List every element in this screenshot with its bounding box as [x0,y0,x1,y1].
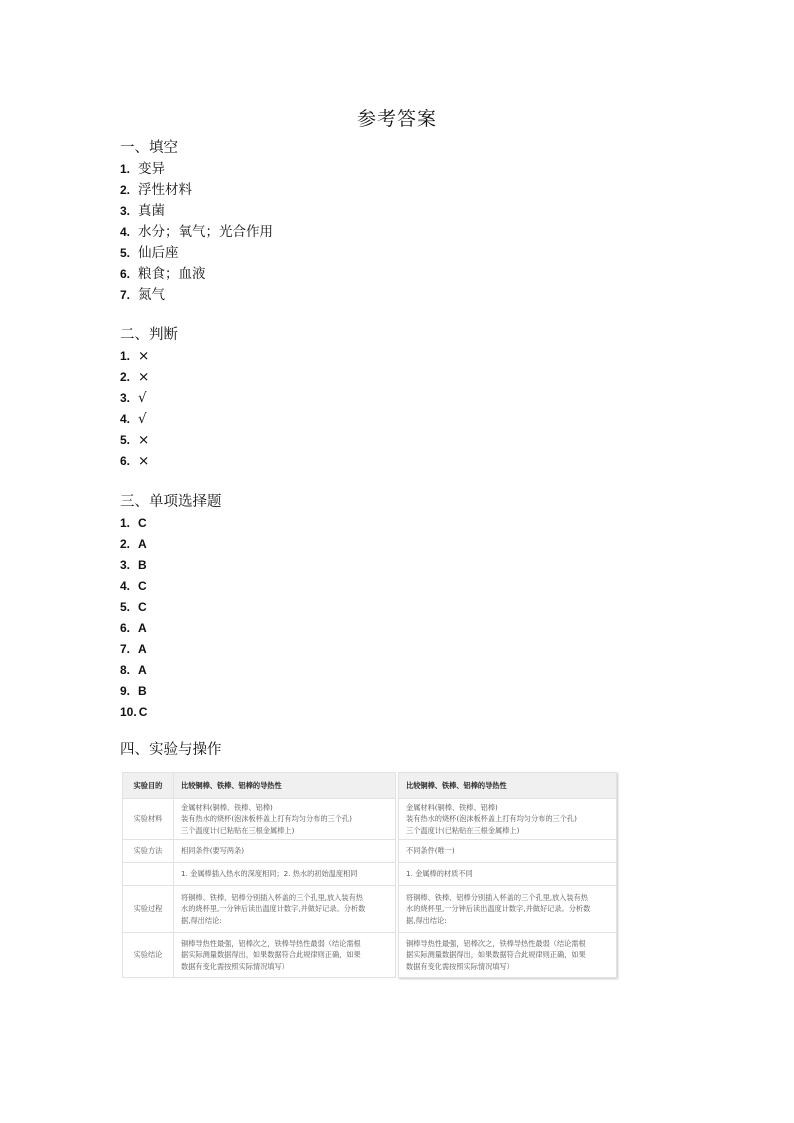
item-answer: √ [138,390,147,406]
section-heading: 三、单项选择题 [120,494,222,510]
table-header-value: 比较铜棒、铁棒、铝棒的导热性 [399,773,617,799]
item-answer: A [138,663,147,677]
section-heading: 一、填空 [120,140,178,156]
answer-item [120,180,273,201]
item-answer: C [138,516,147,530]
item-number: 6. [120,621,131,635]
answer-item [120,618,222,639]
answer-item [120,264,273,285]
item-answer: 仙后座 [138,245,179,261]
content-line: 将铜棒、铁棒、铝棒分别插入杯盖的三个孔里,放入装有热 [181,892,363,902]
item-number: 5. [120,600,131,614]
content-line: 金属材料(铜棒、铁棒、铝棒) [181,802,273,812]
row-content [399,863,617,886]
answer-item [120,597,222,618]
item-answer: 水分；氧气；光合作用 [138,224,273,240]
item-answer: A [138,537,147,551]
page-title: 参考答案 [356,108,437,130]
item-answer: 粮食；血液 [138,266,206,282]
answer-item [120,430,178,451]
content-line: 装有热水的烧杯(泡沫板杯盖上打有均匀分布的三个孔) [181,814,352,824]
item-number: 2. [120,537,131,551]
content-line: 相同条件(要写两条) [181,846,245,856]
content-line: 三个温度计(已粘贴在三根金属棒上) [406,825,520,835]
experiment-table-right [398,772,617,978]
row-content [174,933,396,978]
item-answer: × [138,432,150,448]
item-answer: × [138,348,150,364]
item-answer: A [138,642,147,656]
table-header-value: 比较铜棒、铁棒、铝棒的导热性 [174,773,396,799]
content-line: 金属材料(铜棒、铁棒、铝棒) [406,802,498,812]
experiment-tables [122,772,617,984]
content-line: 数据有变化需按照实际情况填写） [406,961,514,971]
item-answer: B [138,684,147,698]
item-number: 1. [120,162,131,176]
item-answer: × [138,369,150,385]
answer-item [120,159,273,180]
answer-item [120,451,178,472]
item-number: 1. [120,516,131,530]
item-number: 3. [120,391,131,405]
item-number: 3. [120,558,131,572]
item-answer: √ [138,411,147,427]
fill-in-section [120,138,273,306]
item-number: 4. [120,412,131,426]
answer-item [120,243,273,264]
item-answer: × [138,453,150,469]
item-answer: C [138,600,147,614]
row-label: 实验过程 [123,886,174,933]
answer-item [120,388,178,409]
item-number: 3. [120,204,131,218]
row-content [174,840,396,863]
item-number: 4. [120,579,131,593]
answer-item [120,681,222,702]
item-answer: A [138,621,147,635]
answer-item [120,660,222,681]
row-label [123,863,174,886]
content-line: 将铜棒、铁棒、铝棒分别插入杯盖的三个孔里,放入装有热 [406,892,588,902]
content-line: 铜棒导热性最强，铝棒次之，铁棒导热性最弱（结论需根 [181,938,361,948]
experiment-table-left [122,772,396,978]
item-answer: 浮性材料 [138,182,192,198]
row-label: 实验方法 [123,840,174,863]
item-answer: C [138,705,148,719]
item-number: 10. [120,705,137,719]
item-number: 6. [120,267,131,281]
content-line: 据,得出结论: [181,915,222,925]
choice-section [120,492,222,723]
item-number: 5. [120,246,131,260]
answer-item [120,555,222,576]
answer-item [120,534,222,555]
experiment-section [120,740,222,761]
content-line: 水的烧杯里,一分钟后读出温度计数字,并做好记录。分析数 [406,904,591,914]
item-number: 8. [120,663,131,677]
content-line: 装有热水的烧杯(泡沫板杯盖上打有均匀分布的三个孔) [406,814,577,824]
content-line: 据,得出结论: [406,915,447,925]
answer-item [120,702,222,723]
answer-item [120,201,273,222]
section-heading: 二、判断 [120,327,178,343]
content-line: 水的烧杯里,一分钟后读出温度计数字,并做好记录。分析数 [181,904,366,914]
row-label: 实验结论 [123,933,174,978]
answer-item [120,346,178,367]
row-content [399,799,617,840]
item-number: 4. [120,225,131,239]
content-line: 据实际测量数据得出，如果数据符合此规律则正确，如果 [406,950,586,960]
item-answer: 氮气 [138,287,165,303]
item-number: 5. [120,433,131,447]
item-answer: B [138,558,147,572]
content-line: 1. 金属棒的材质不同 [406,869,473,879]
answer-item [120,222,273,243]
row-content [174,799,396,840]
item-number: 6. [120,454,131,468]
item-answer: 变异 [138,161,165,177]
answer-item [120,639,222,660]
content-line: 铜棒导热性最强，铝棒次之，铁棒导热性最弱（结论需根 [406,938,586,948]
answer-item [120,576,222,597]
judge-section [120,325,178,472]
answer-item [120,367,178,388]
answer-item [120,285,273,306]
row-content [174,863,396,886]
section-heading: 四、实验与操作 [120,742,222,758]
item-number: 2. [120,370,131,384]
row-content [399,933,617,978]
row-content [399,886,617,933]
item-number: 7. [120,642,131,656]
item-number: 9. [120,684,131,698]
table-header-label: 实验目的 [123,773,174,799]
content-line: 三个温度计(已粘贴在三根金属棒上) [181,825,295,835]
item-answer: 真菌 [138,203,165,219]
item-number: 2. [120,183,131,197]
row-label: 实验材料 [123,799,174,840]
item-answer: C [138,579,147,593]
item-number: 1. [120,349,131,363]
item-number: 7. [120,288,131,302]
content-line: 1. 金属棒插入热水的深度相同；2. 热水的初始温度相同 [181,869,358,879]
content-line: 据实际测量数据得出，如果数据符合此规律则正确，如果 [181,950,361,960]
content-line: 不同条件(唯一) [406,846,455,856]
row-content [174,886,396,933]
answer-item [120,409,178,430]
content-line: 数据有变化需按照实际情况填写） [181,961,289,971]
row-content [399,840,617,863]
answer-item [120,513,222,534]
